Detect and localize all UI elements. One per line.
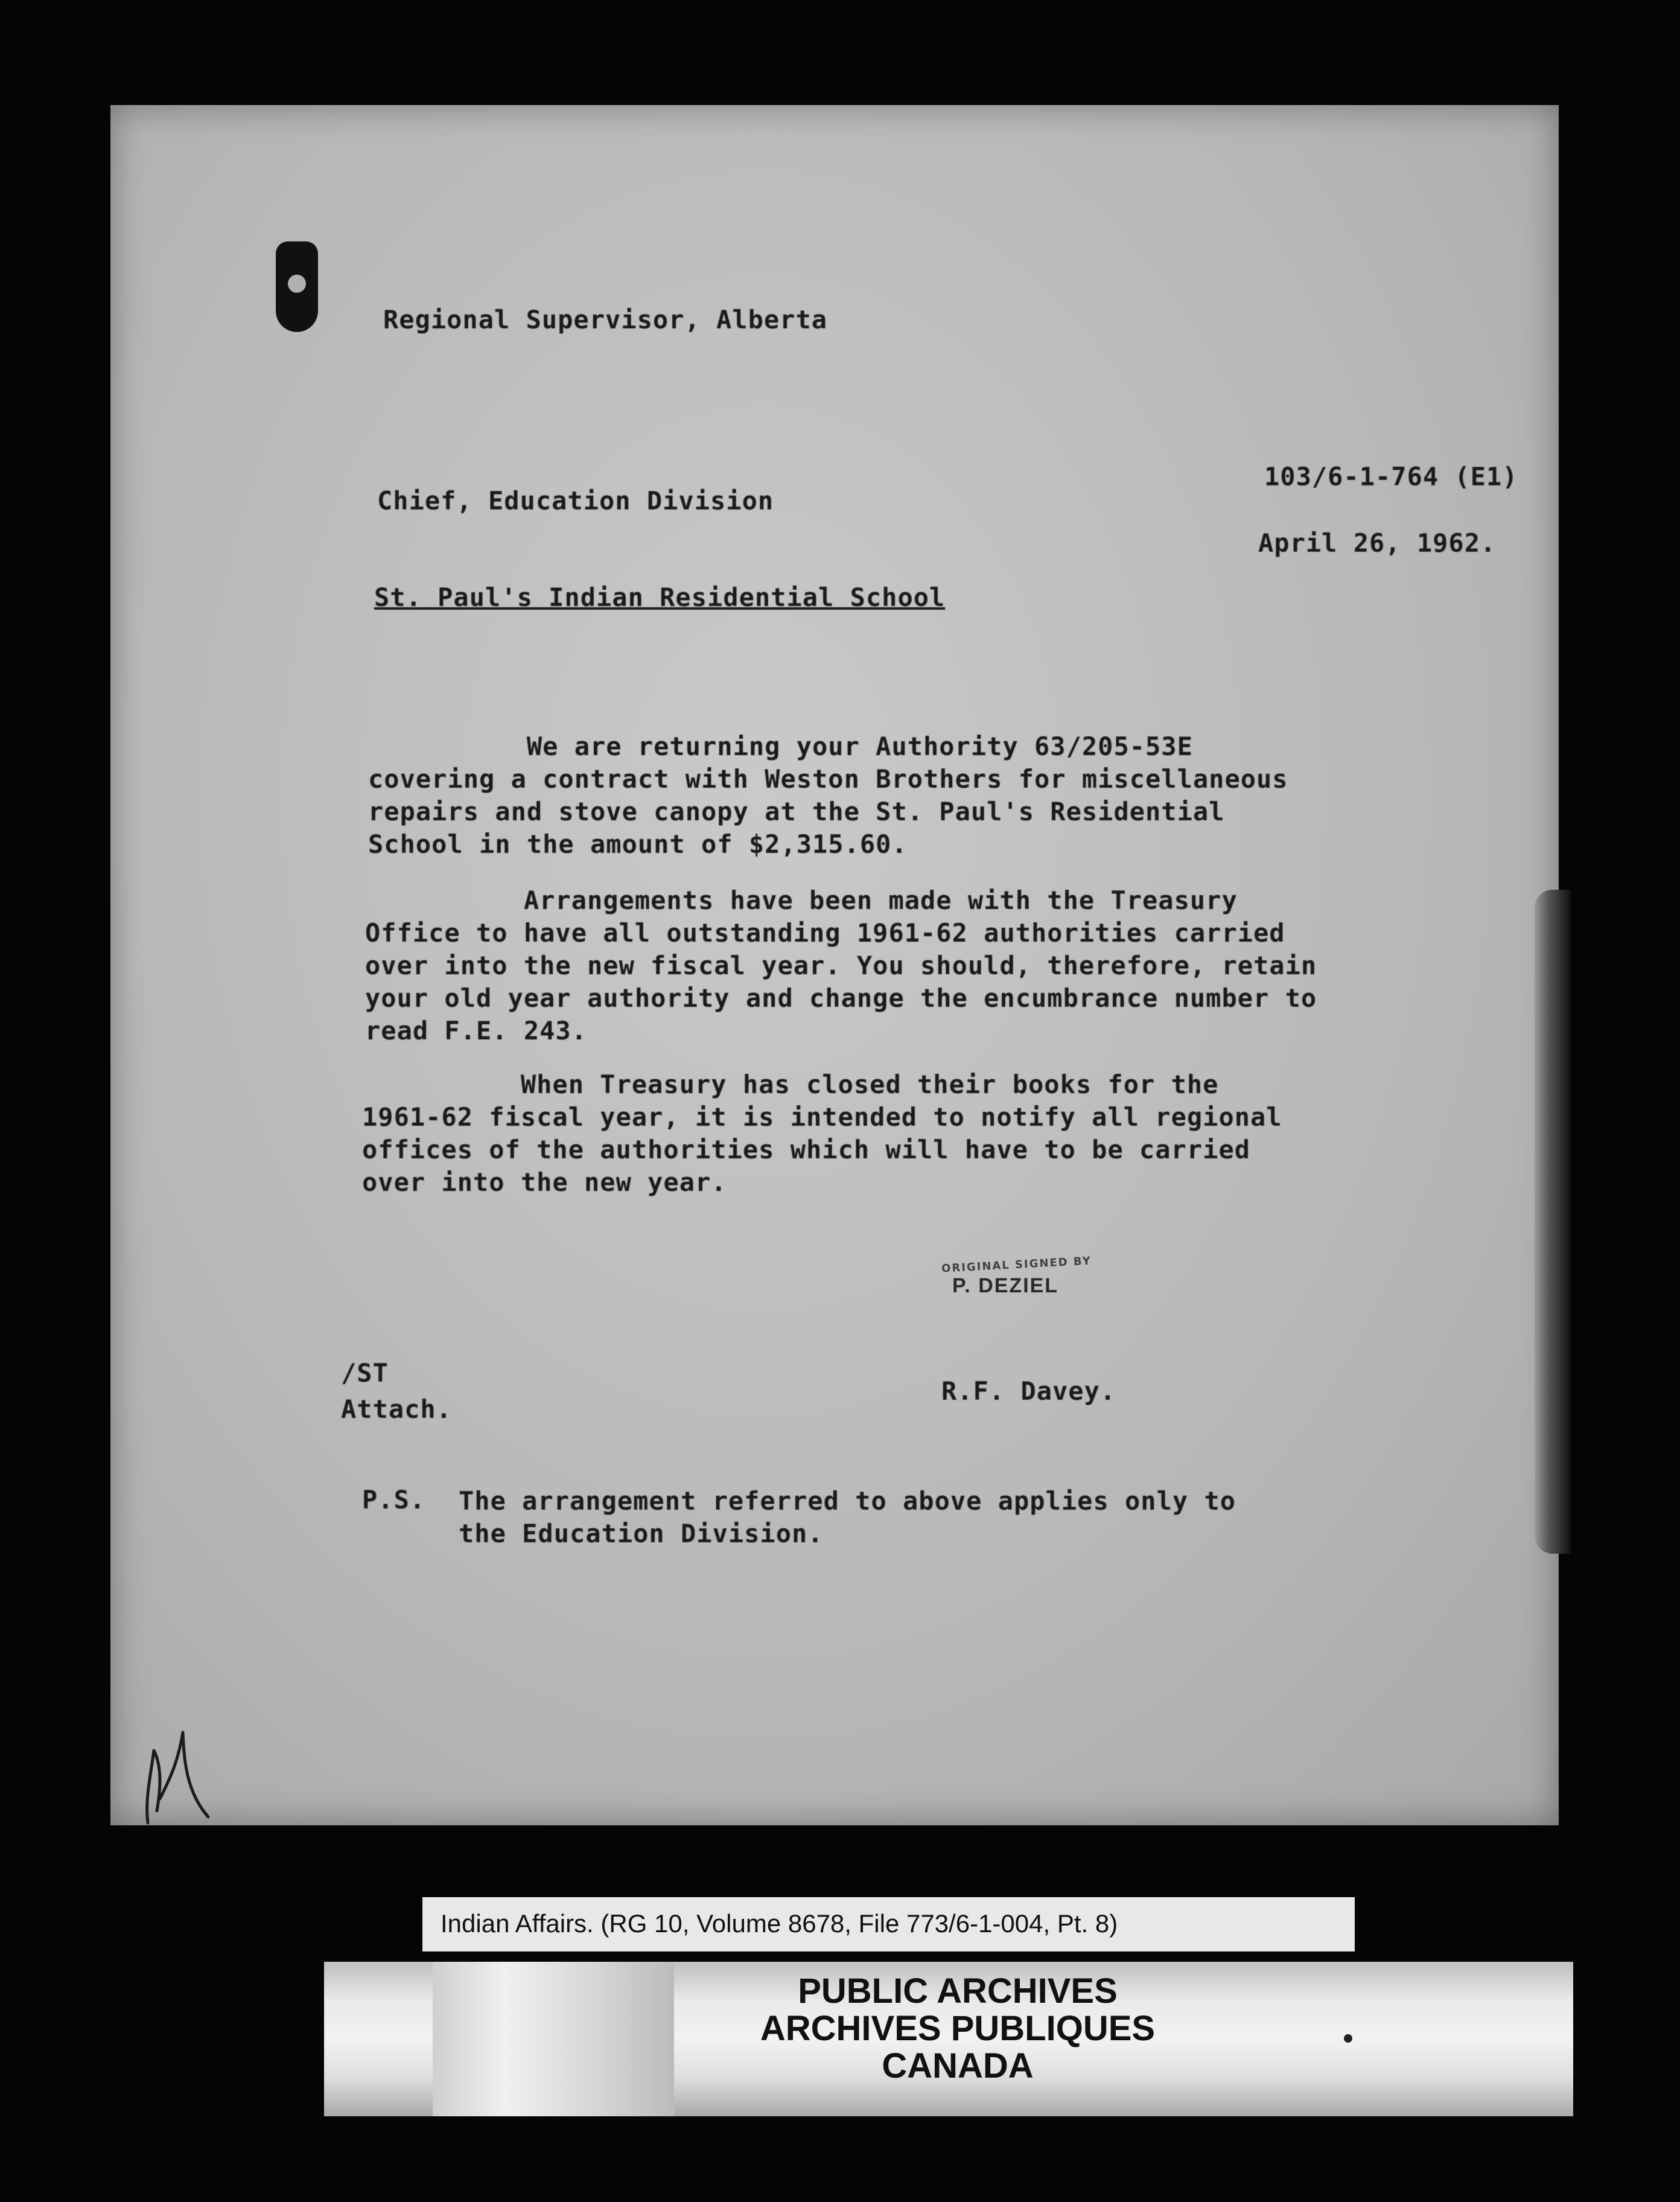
signatory-name: R.F. Davey. xyxy=(941,1376,1116,1406)
paragraph-3-line: offices of the authorities which will have to be carried xyxy=(362,1135,1251,1164)
paragraph-2-line: your old year authority and change the encumbrance number to xyxy=(365,983,1317,1013)
paragraph-3-line: 1961-62 fiscal year, it is intended to notify all regional xyxy=(362,1102,1282,1132)
postscript-text xyxy=(459,1485,1236,1550)
typist-initials: /ST xyxy=(341,1358,389,1388)
paragraph-1-line: repairs and stove canopy at the St. Paul's Residential xyxy=(368,797,1225,826)
stamp-caption: ORIGINAL SIGNED BY xyxy=(941,1254,1092,1275)
archive-stamp-strip xyxy=(324,1962,1573,2116)
postscript-label: P.S. xyxy=(362,1485,426,1514)
paragraph-2-line: over into the new fiscal year. You should, therefore, retain xyxy=(365,951,1317,980)
archive-line-3: CANADA xyxy=(882,2046,1034,2086)
signature-stamp xyxy=(941,1254,1104,1307)
archive-line-2: ARCHIVES PUBLIQUES xyxy=(760,2009,1156,2048)
sender-line: Chief, Education Division xyxy=(377,486,774,515)
handwritten-initials xyxy=(136,1708,220,1829)
paragraph-1 xyxy=(368,730,1288,861)
paragraph-1-line: covering a contract with Weston Brothers for miscellaneous xyxy=(368,764,1288,794)
paragraph-3-line: When Treasury has closed their books for the xyxy=(362,1070,1219,1099)
archive-citation-strip xyxy=(422,1897,1355,1951)
archive-citation: Indian Affairs. (RG 10, Volume 8678, File 773/6-1-004, Pt. 8) xyxy=(441,1909,1118,1938)
paragraph-2-line: Arrangements have been made with the Treasury xyxy=(365,886,1238,915)
paragraph-2-line: Office to have all outstanding 1961-62 authorities carried xyxy=(365,918,1285,948)
film-edge-segment xyxy=(433,1962,674,2116)
archive-stamp-text xyxy=(686,1973,1229,2085)
page-curl-edge xyxy=(1535,890,1571,1554)
attachment-note: Attach. xyxy=(341,1394,453,1424)
film-speck xyxy=(1344,2034,1352,2043)
file-reference: 103/6-1-764 (E1) xyxy=(1264,462,1518,491)
subject-line: St. Paul's Indian Residential School xyxy=(374,582,946,612)
paragraph-3 xyxy=(362,1068,1282,1199)
paragraph-2-line: read F.E. 243. xyxy=(365,1016,588,1045)
paragraph-1-line: We are returning your Authority 63/205-53E xyxy=(368,732,1193,761)
paragraph-1-line: School in the amount of $2,315.60. xyxy=(368,829,908,859)
postscript-line: the Education Division. xyxy=(459,1519,824,1548)
paragraph-2 xyxy=(365,884,1317,1047)
stamp-name: P. DEZIEL xyxy=(952,1274,1059,1297)
punch-hole-mark xyxy=(276,241,318,332)
paragraph-3-line: over into the new year. xyxy=(362,1167,727,1197)
postscript-line: The arrangement referred to above applies only to xyxy=(459,1486,1236,1516)
archive-line-1: PUBLIC ARCHIVES xyxy=(798,1971,1118,2011)
letter-date: April 26, 1962. xyxy=(1258,528,1497,558)
recipient-line: Regional Supervisor, Alberta xyxy=(383,305,828,334)
